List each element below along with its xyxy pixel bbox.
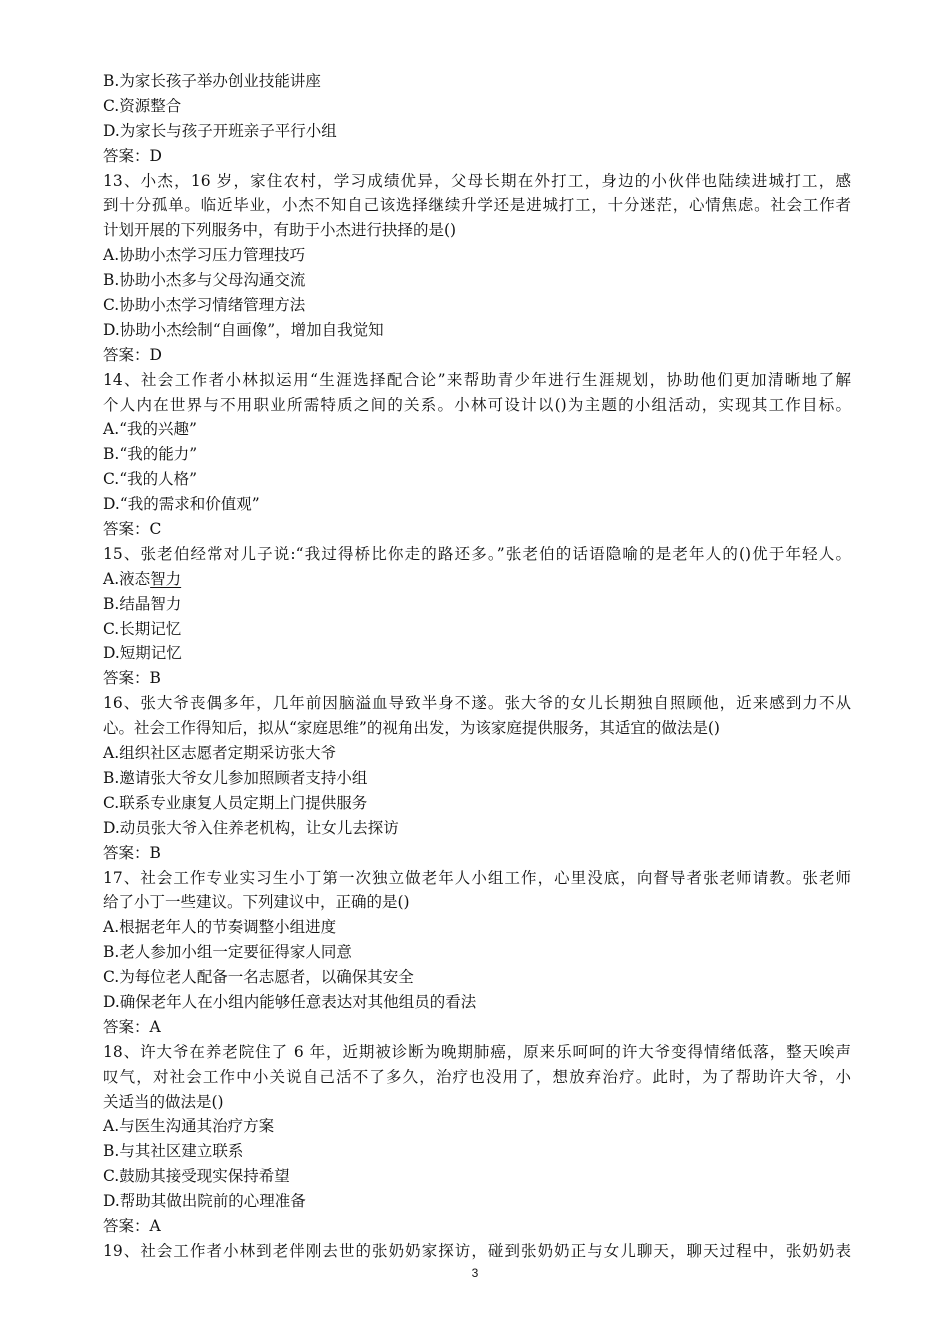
question-16-line: 心。社会工作得知后，拟从“家庭思维”的视角出发，为该家庭提供服务，其适宜的做法是() [103,719,720,738]
question-15-line: 15、张老伯经常对儿子说:“我过得桥比你走的路还多。”张老伯的话语隐喻的是老年人的()优于年轻人。 [103,544,851,563]
option-line: D.确保老年人在小组内能够任意表达对其他组员的看法 [103,992,477,1011]
question-14-line: 个人内在世界与不用职业所需特质之间的关系。小林可设计以()为主题的小组活动，实现其工作目标。 [103,395,851,414]
question-19-line: 19、社会工作者小林到老伴刚去世的张奶奶家探访，碰到张奶奶正与女儿聊天，聊天过程中，张奶奶表 [103,1241,851,1260]
option-text: A.液态 [103,569,151,588]
option-line: B.结晶智力 [103,594,182,613]
text-line: C.资源整合 [103,96,182,115]
underlined-text: 智力 [150,569,182,588]
option-line: A.组织社区志愿者定期采访张大爷 [103,744,337,763]
document-body [103,69,851,1264]
option-line: B.“我的能力” [103,445,198,464]
option-line: B.邀请张大爷女儿参加照顾者支持小组 [103,768,368,787]
option-line: A.“我的兴趣” [103,420,197,439]
answer-line: 答案：A [103,1017,161,1036]
option-line: C.长期记忆 [103,619,182,638]
option-line: C.鼓励其接受现实保持希望 [103,1167,290,1186]
option-line [103,567,851,592]
option-line: D.帮助其做出院前的心理准备 [103,1192,306,1211]
question-13-line: 计划开展的下列服务中，有助于小杰进行抉择的是() [103,221,457,240]
option-line: A.与医生沟通其治疗方案 [103,1117,275,1136]
question-16-line: 16、张大爷丧偶多年，几年前因脑溢血导致半身不遂。张大爷的女儿长期独自照顾他，近来感到力不从 [103,694,851,713]
option-line: C.“我的人格” [103,470,198,489]
option-line: B.协助小杰多与父母沟通交流 [103,271,306,290]
option-line: B.老人参加小组一定要征得家人同意 [103,943,352,962]
option-line: A.根据老年人的节奏调整小组进度 [103,918,337,937]
option-line: B.与其社区建立联系 [103,1142,244,1161]
question-13-line: 13、小杰，16 岁，家住农村，学习成绩优异，父母长期在外打工，身边的小伙伴也陆续进城打工，感 [103,171,851,190]
answer-line: 答案：B [103,669,161,688]
answer-line: 答案：B [103,843,161,862]
question-13-line: 到十分孤单。临近毕业，小杰不知自己该选择继续升学还是进城打工，十分迷茫，心情焦虑。社会工作者 [103,196,851,215]
page-number: 3 [471,1266,479,1280]
option-line: D.协助小杰绘制“自画像”，增加自我觉知 [103,320,384,339]
option-line: C.联系专业康复人员定期上门提供服务 [103,793,368,812]
question-14-line: 14、社会工作者小林拟运用“生涯选择配合论”来帮助青少年进行生涯规划，协助他们更加清晰地了解 [103,370,851,389]
option-line: C.协助小杰学习情绪管理方法 [103,296,306,315]
question-18-line: 叹气，对社会工作中小关说自己活不了多久，治疗也没用了，想放弃治疗。此时，为了帮助许大爷，小 [103,1067,851,1086]
answer-line: 答案：D [103,146,162,165]
text-line: B.为家长孩子举办创业技能讲座 [103,72,321,90]
option-line: D.短期记忆 [103,644,182,663]
question-18-line: 18、许大爷在养老院住了 6 年，近期被诊断为晚期肺癌，原来乐呵呵的许大爷变得情绪低落，整天唉声 [103,1042,851,1061]
question-18-line: 关适当的做法是() [103,1092,224,1111]
answer-line: 答案：A [103,1216,161,1235]
question-17-line: 给了小丁一些建议。下列建议中，正确的是() [103,893,410,912]
text-line: D.为家长与孩子开班亲子平行小组 [103,121,337,140]
answer-line: 答案：D [103,345,162,364]
option-line: C.为每位老人配备一名志愿者，以确保其安全 [103,968,414,987]
option-line: D.动员张大爷入住养老机构，让女儿去探访 [103,818,399,837]
question-17-line: 17、社会工作专业实习生小丁第一次独立做老年人小组工作，心里没底，向督导者张老师请教。张老师 [103,868,851,887]
option-line: A.协助小杰学习压力管理技巧 [103,246,306,265]
answer-line: 答案：C [103,520,162,539]
option-line: D.“我的需求和价值观” [103,495,260,514]
